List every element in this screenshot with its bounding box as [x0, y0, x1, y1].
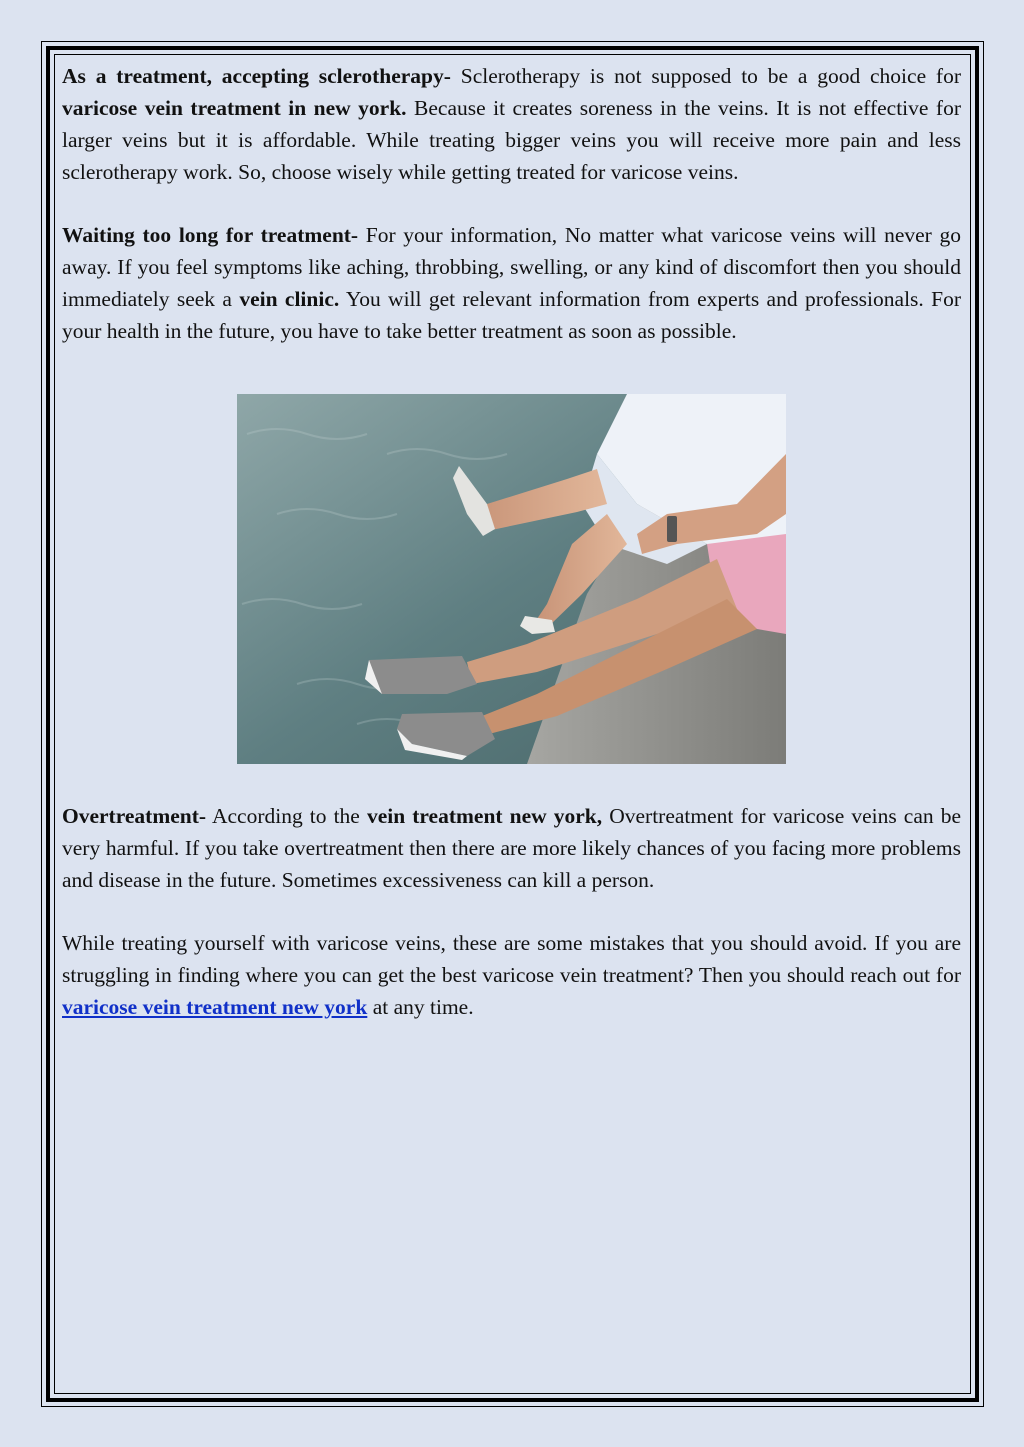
heading-sclerotherapy: As a treatment, accepting sclerotherapy- [62, 64, 451, 88]
document-body [62, 60, 961, 1023]
paragraph-overtreatment: Overtreatment- According to the vein treatment new york, Overtreatment for varicose veins can be very harmful. If you take overtreatment then there are more likely chances of you facing more problems and disease in the future. Sometimes excessiveness can kill a person. [62, 804, 961, 892]
paragraph-waiting: Waiting too long for treatment- For your information, No matter what varicose veins will never go away. If you feel symptoms like aching, throbbing, swelling, or any kind of discomfort then you should immediately seek a vein clinic. You will get relevant information from experts and professionals. For your health in the future, you have to take better treatment as soon as possible. [62, 223, 962, 343]
heading-waiting: Waiting too long for treatment- [62, 223, 359, 247]
paragraph-sclerotherapy: As a treatment, accepting sclerotherapy- Sclerotherapy is not supposed to be a good choice for varicose vein treatment in new york. Because it creates soreness in the veins. It is not effective for larger veins but it is affordable. While treating bigger veins you will receive more pain and less sclerotherapy work. So, choose wisely while getting treated for varicose veins. [62, 64, 961, 184]
heading-overtreatment: Overtreatment- [62, 804, 207, 828]
legs-photo [237, 394, 786, 764]
paragraph-conclusion: While treating yourself with varicose veins, these are some mistakes that you should avoid. If you are struggling in finding where you can get the best varicose vein treatment? Then you should reach out for varicose vein treatment new york at any time. [62, 931, 961, 1019]
varicose-vein-treatment-link[interactable]: varicose vein treatment new york [62, 995, 368, 1019]
